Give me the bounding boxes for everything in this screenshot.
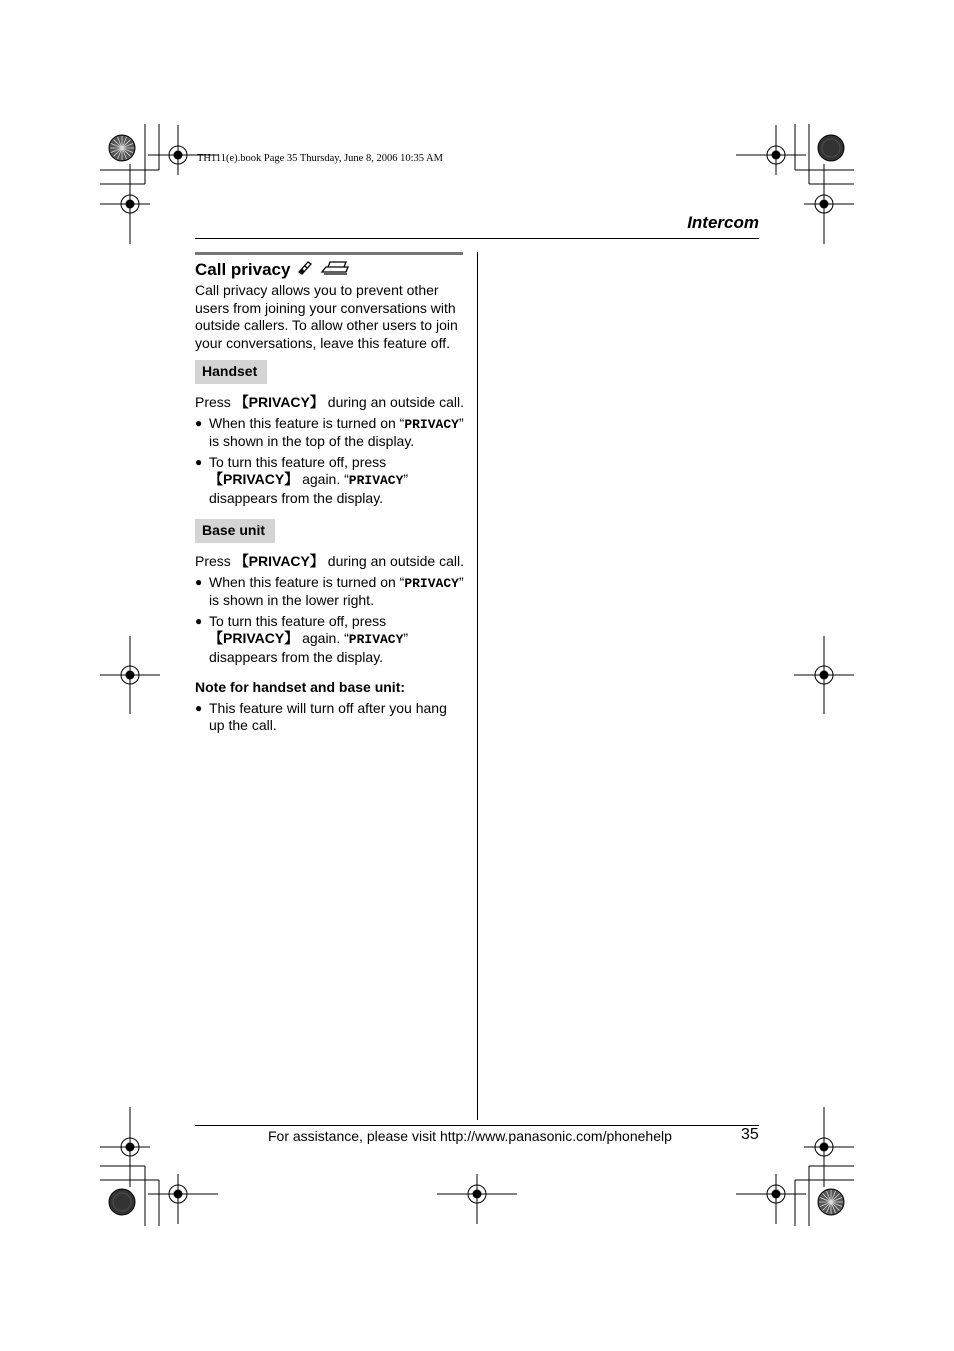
section-title: Intercom <box>687 213 759 232</box>
bullet-dot: ● <box>195 700 203 715</box>
main-column <box>195 258 465 735</box>
call-privacy-heading <box>195 258 465 282</box>
header-rule <box>195 238 759 239</box>
print-header: TH111(e).book Page 35 Thursday, June 8, 2006 10:35 AM <box>197 153 443 164</box>
privacy-key: 【PRIVACY】 <box>209 471 299 487</box>
privacy-key: 【PRIVACY】 <box>209 630 299 646</box>
base-unit-icon <box>320 258 350 282</box>
intro-paragraph: Call privacy allows you to prevent other users from joining your conversations with outside callers. To allow other users to join your conversations, leave this feature off. <box>195 282 458 351</box>
bullet-dot: ● <box>195 415 203 430</box>
bullet-dot: ● <box>195 613 203 628</box>
note-bullet: ● This feature will turn off after you hang up the call. <box>195 699 447 733</box>
privacy-display-text: PRIVACY <box>404 416 459 432</box>
handset-bullet-off: ● To turn this feature off, press 【PRIVACY】 again. “PRIVACY” disappears from the display. <box>195 453 409 506</box>
heading-title: Call privacy <box>195 260 291 279</box>
base-unit-label: Base unit <box>195 519 275 543</box>
privacy-key: 【PRIVACY】 <box>234 394 324 410</box>
handset-icon <box>296 258 314 282</box>
footer-assistance-text: For assistance, please visit http://www.panasonic.com/phonehelp <box>268 1128 672 1144</box>
column-divider <box>477 252 478 1120</box>
privacy-display-text: PRIVACY <box>348 473 404 488</box>
bullet-dot: ● <box>195 574 203 589</box>
base-bullet-on: ● When this feature is turned on “PRIVACY” is shown in the lower right. <box>195 573 464 608</box>
page-number: 35 <box>741 1126 759 1143</box>
note-heading: Note for handset and base unit: <box>195 679 406 695</box>
bullet-dot: ● <box>195 454 203 469</box>
privacy-key: 【PRIVACY】 <box>234 553 324 569</box>
footer-rule <box>195 1125 759 1126</box>
handset-bullet-on: ● When this feature is turned on “PRIVACY” is shown in the top of the display. <box>195 414 464 449</box>
column-top-rule <box>195 252 463 255</box>
privacy-display-text: PRIVACY <box>348 632 404 647</box>
base-bullet-off: ● To turn this feature off, press 【PRIVACY】 again. “PRIVACY” disappears from the display. <box>195 612 409 665</box>
privacy-display-text: PRIVACY <box>404 575 459 591</box>
handset-label: Handset <box>195 360 267 384</box>
base-press-instruction: Press 【PRIVACY】 during an outside call. <box>195 553 464 569</box>
handset-press-instruction: Press 【PRIVACY】 during an outside call. <box>195 394 464 410</box>
